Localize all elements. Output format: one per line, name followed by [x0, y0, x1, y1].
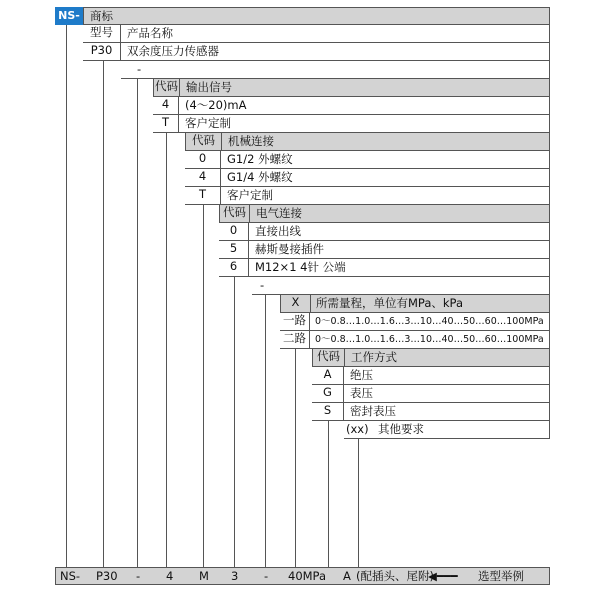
output-code: 4 — [153, 97, 179, 114]
elec-code: 6 — [219, 259, 249, 276]
electrical-row-3 — [219, 259, 550, 277]
range-header — [280, 295, 550, 313]
output-signal-header — [153, 79, 550, 97]
model-name: 双余度压力传感器 — [127, 44, 219, 58]
model-name-header: 产品名称 — [127, 26, 173, 40]
mechanical-row-1 — [185, 151, 550, 169]
mode-label: 表压 — [350, 386, 373, 400]
row-model-header — [83, 25, 550, 43]
mech-label: 客户定制 — [227, 188, 273, 202]
mech-code: 0 — [185, 151, 221, 168]
mode-row-2 — [312, 385, 550, 403]
range-code-header: X — [281, 295, 311, 312]
mode-code: A — [312, 367, 344, 384]
example-part: - — [264, 569, 269, 583]
connector-line — [265, 295, 266, 567]
separator-2 — [252, 277, 550, 295]
example-part: 40MPa — [288, 569, 327, 583]
mode-label: 密封表压 — [350, 404, 396, 418]
separator-1 — [121, 61, 550, 79]
elec-code-header: 代码 — [220, 205, 250, 222]
elec-code: 5 — [219, 241, 249, 258]
mode-label-header: 工作方式 — [351, 350, 397, 364]
range-label: 0～0.8…1.0…1.6…3…10…40…50…60…100MPa — [315, 334, 544, 345]
range-code: 一路 — [280, 313, 310, 330]
elec-code: 0 — [219, 223, 249, 240]
example-part: - — [136, 569, 141, 583]
output-label: 客户定制 — [185, 116, 231, 130]
separator-2-text: - — [260, 278, 265, 292]
elec-label: 赫斯曼接插件 — [255, 242, 324, 256]
output-row-2 — [153, 115, 550, 133]
connector-line — [66, 25, 67, 567]
brand-tag: NS- — [55, 7, 83, 25]
elec-label: M12×1 4针 公端 — [255, 260, 346, 274]
connector-line — [203, 205, 204, 567]
example-caption: 选型举例 — [478, 569, 524, 583]
arrow-icon: ◀━━━ — [428, 569, 458, 583]
electrical-row-1 — [219, 223, 550, 241]
mode-label: 绝压 — [350, 368, 373, 382]
connector-line — [166, 133, 167, 567]
elec-label: 直接出线 — [255, 224, 301, 238]
connector-line — [103, 61, 104, 567]
mech-label-header: 机械连接 — [228, 134, 274, 148]
example-part: A — [343, 569, 351, 583]
mech-code-header: 代码 — [186, 133, 222, 150]
mech-label: G1/2 外螺纹 — [227, 152, 293, 166]
brand-label: 商标 — [90, 9, 113, 23]
connector-line — [234, 277, 235, 567]
other-requirements — [344, 421, 550, 439]
mode-code: S — [312, 403, 344, 420]
model-code: P30 — [83, 43, 121, 60]
connector-line — [328, 421, 329, 567]
mode-code-header: 代码 — [313, 349, 345, 366]
model-code-header: 型号 — [83, 25, 121, 42]
range-row-1 — [280, 313, 550, 331]
mechanical-row-2 — [185, 169, 550, 187]
row-model — [83, 43, 550, 61]
mechanical-header — [185, 133, 550, 151]
elec-label-header: 电气连接 — [256, 206, 302, 220]
output-code-header: 代码 — [154, 79, 180, 96]
electrical-header — [219, 205, 550, 223]
mode-code: G — [312, 385, 344, 402]
output-code: T — [153, 115, 179, 132]
other-label: 其他要求 — [378, 422, 424, 436]
connector-line — [137, 79, 138, 567]
row-brand — [83, 7, 550, 25]
range-label-header: 所需量程，单位有MPa、kPa — [316, 296, 464, 310]
output-label-header: 输出信号 — [186, 80, 232, 94]
connector-line — [358, 439, 359, 567]
range-code: 二路 — [280, 331, 310, 348]
example-part: M — [199, 569, 209, 583]
example-part: 3 — [231, 569, 239, 583]
range-label: 0～0.8…1.0…1.6…3…10…40…50…60…100MPa — [315, 316, 544, 327]
example-part: (配插头、尾附) — [356, 569, 434, 583]
separator-1-text: - — [137, 62, 142, 76]
range-row-2 — [280, 331, 550, 349]
example-part: NS- — [60, 569, 81, 583]
mode-header — [312, 349, 550, 367]
mode-row-1 — [312, 367, 550, 385]
example-part: P30 — [96, 569, 118, 583]
mode-row-3 — [312, 403, 550, 421]
mechanical-row-3 — [185, 187, 550, 205]
output-row-1 — [153, 97, 550, 115]
example-part: 4 — [166, 569, 174, 583]
connector-line — [295, 349, 296, 567]
output-label: (4～20)mA — [185, 98, 247, 112]
electrical-row-2 — [219, 241, 550, 259]
mech-label: G1/4 外螺纹 — [227, 170, 293, 184]
selection-example-bar — [55, 567, 550, 585]
other-code: (xx) — [346, 422, 369, 436]
mech-code: T — [185, 187, 221, 204]
mech-code: 4 — [185, 169, 221, 186]
